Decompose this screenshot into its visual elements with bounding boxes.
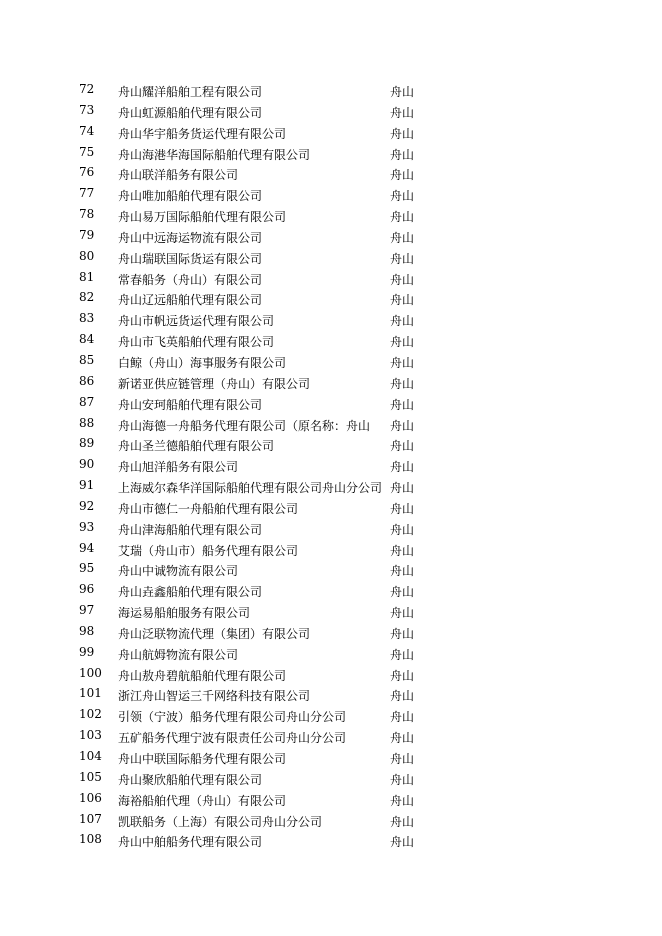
- row-number: 80: [79, 248, 95, 263]
- row-number: 84: [79, 332, 95, 347]
- region: 舟山: [390, 230, 415, 245]
- region: 舟山: [390, 355, 415, 370]
- company-name: 舟山敖舟碧航船舶代理有限公司: [118, 668, 287, 683]
- row-number: 101: [79, 686, 102, 701]
- company-name: 舟山泛联物流代理（集团）有限公司: [118, 626, 311, 641]
- region: 舟山: [390, 293, 415, 308]
- region: 舟山: [390, 251, 415, 266]
- region: 舟山: [390, 126, 415, 141]
- company-name: 舟山虹源船舶代理有限公司: [118, 105, 263, 120]
- company-name: 舟山海德一舟船务代理有限公司（原名称：舟山: [118, 418, 371, 433]
- row-number: 85: [79, 352, 95, 367]
- region: 舟山: [390, 772, 415, 787]
- company-name: 舟山联洋船务有限公司: [118, 168, 239, 183]
- region: 舟山: [390, 689, 415, 704]
- row-number: 97: [79, 603, 95, 618]
- company-name: 舟山海港华海国际船舶代理有限公司: [118, 147, 311, 162]
- company-name: 舟山瑞联国际货运有限公司: [118, 251, 263, 266]
- row-number: 83: [79, 311, 95, 326]
- region: 舟山: [390, 147, 415, 162]
- row-number: 73: [79, 102, 95, 117]
- region: 舟山: [390, 606, 415, 621]
- company-name: 舟山市德仁一舟船舶代理有限公司: [118, 501, 299, 516]
- row-number: 105: [79, 769, 102, 784]
- region: 舟山: [390, 522, 415, 537]
- row-number: 88: [79, 415, 95, 430]
- row-number: 96: [79, 582, 95, 597]
- region: 舟山: [390, 85, 415, 99]
- company-name: 海裕船舶代理（舟山）有限公司: [118, 793, 287, 808]
- row-number: 106: [79, 790, 102, 805]
- region: 舟山: [390, 731, 415, 746]
- region: 舟山: [390, 189, 415, 204]
- company-name: 舟山垚鑫船舶代理有限公司: [118, 585, 263, 600]
- company-name: 舟山航姆物流有限公司: [118, 647, 239, 662]
- company-name: 艾瑞（舟山市）船务代理有限公司: [118, 543, 299, 558]
- row-number: 107: [79, 811, 102, 826]
- row-number: 95: [79, 561, 95, 576]
- company-name: 凯联船务（上海）有限公司舟山分公司: [118, 814, 323, 829]
- row-number: 76: [79, 165, 95, 180]
- company-name: 舟山中远海运物流有限公司: [118, 230, 263, 245]
- region: 舟山: [390, 543, 415, 558]
- region: 舟山: [390, 585, 415, 600]
- row-number: 77: [79, 186, 95, 201]
- row-number: 104: [79, 749, 102, 763]
- company-name: 舟山津海船舶代理有限公司: [118, 522, 263, 537]
- region: 舟山: [390, 564, 415, 579]
- region: 舟山: [390, 168, 415, 183]
- region: 舟山: [390, 397, 415, 412]
- row-number: 108: [79, 832, 102, 847]
- company-name: 白鲸（舟山）海事服务有限公司: [118, 355, 287, 370]
- region: 舟山: [390, 314, 415, 329]
- region: 舟山: [390, 439, 415, 454]
- company-name: 舟山辽远船舶代理有限公司: [118, 293, 263, 308]
- company-name: 舟山耀洋船舶工程有限公司: [118, 85, 263, 99]
- region: 舟山: [390, 105, 415, 120]
- row-number: 87: [79, 394, 95, 409]
- row-number: 75: [79, 144, 95, 159]
- region: 舟山: [390, 501, 415, 516]
- company-name: 引领（宁波）船务代理有限公司舟山分公司: [118, 710, 347, 725]
- company-name: 舟山中诚物流有限公司: [118, 564, 239, 579]
- region: 舟山: [390, 460, 415, 475]
- company-name: 海运易船舶服务有限公司: [118, 606, 251, 621]
- region: 舟山: [390, 418, 415, 433]
- row-number: 81: [79, 269, 95, 284]
- company-name: 浙江舟山智运三千网络科技有限公司: [118, 689, 311, 704]
- company-name: 舟山中联国际船务代理有限公司: [118, 752, 287, 766]
- region: 舟山: [390, 835, 415, 850]
- company-name: 舟山华宇船务货运代理有限公司: [118, 126, 287, 141]
- region: 舟山: [390, 647, 415, 662]
- row-number: 93: [79, 519, 95, 534]
- region: 舟山: [390, 210, 415, 225]
- row-number: 103: [79, 728, 102, 743]
- row-number: 86: [79, 373, 95, 388]
- region: 舟山: [390, 793, 415, 808]
- region: 舟山: [390, 814, 415, 829]
- row-number: 91: [79, 478, 95, 493]
- row-number: 78: [79, 207, 95, 222]
- region: 舟山: [390, 272, 415, 287]
- row-number: 102: [79, 707, 102, 722]
- region: 舟山: [390, 481, 415, 496]
- company-name: 舟山易万国际船舶代理有限公司: [118, 210, 287, 225]
- region: 舟山: [390, 752, 415, 766]
- row-number: 79: [79, 227, 95, 242]
- company-name: 舟山市帆远货运代理有限公司: [118, 314, 275, 329]
- company-name: 舟山聚欣船舶代理有限公司: [118, 772, 263, 787]
- row-number: 74: [79, 123, 95, 138]
- row-number: 89: [79, 436, 95, 451]
- row-number: 98: [79, 623, 95, 638]
- company-list-table: [0, 82, 662, 853]
- company-name: 上海威尔森华洋国际船舶代理有限公司舟山分公司: [118, 481, 383, 496]
- company-name: 新诺亚供应链管理（舟山）有限公司: [118, 376, 311, 391]
- company-name: 五矿船务代理宁波有限责任公司舟山分公司: [118, 731, 347, 746]
- row-number: 90: [79, 457, 95, 472]
- company-name: 舟山圣兰德船舶代理有限公司: [118, 439, 275, 454]
- region: 舟山: [390, 626, 415, 641]
- company-name: 常春船务（舟山）有限公司: [118, 272, 263, 287]
- company-name: 舟山唯加船舶代理有限公司: [118, 189, 263, 204]
- company-name: 舟山市飞英船舶代理有限公司: [118, 335, 275, 350]
- row-number: 92: [79, 498, 95, 513]
- company-name: 舟山旭洋船务有限公司: [118, 460, 239, 475]
- region: 舟山: [390, 710, 415, 725]
- row-number: 82: [79, 290, 95, 305]
- region: 舟山: [390, 668, 415, 683]
- region: 舟山: [390, 335, 415, 350]
- table-row: [0, 832, 662, 853]
- region: 舟山: [390, 376, 415, 391]
- company-name: 舟山中舶船务代理有限公司: [118, 835, 263, 850]
- row-number: 72: [79, 82, 95, 96]
- row-number: 99: [79, 644, 95, 659]
- row-number: 100: [79, 665, 102, 680]
- company-name: 舟山安珂船舶代理有限公司: [118, 397, 263, 412]
- row-number: 94: [79, 540, 95, 555]
